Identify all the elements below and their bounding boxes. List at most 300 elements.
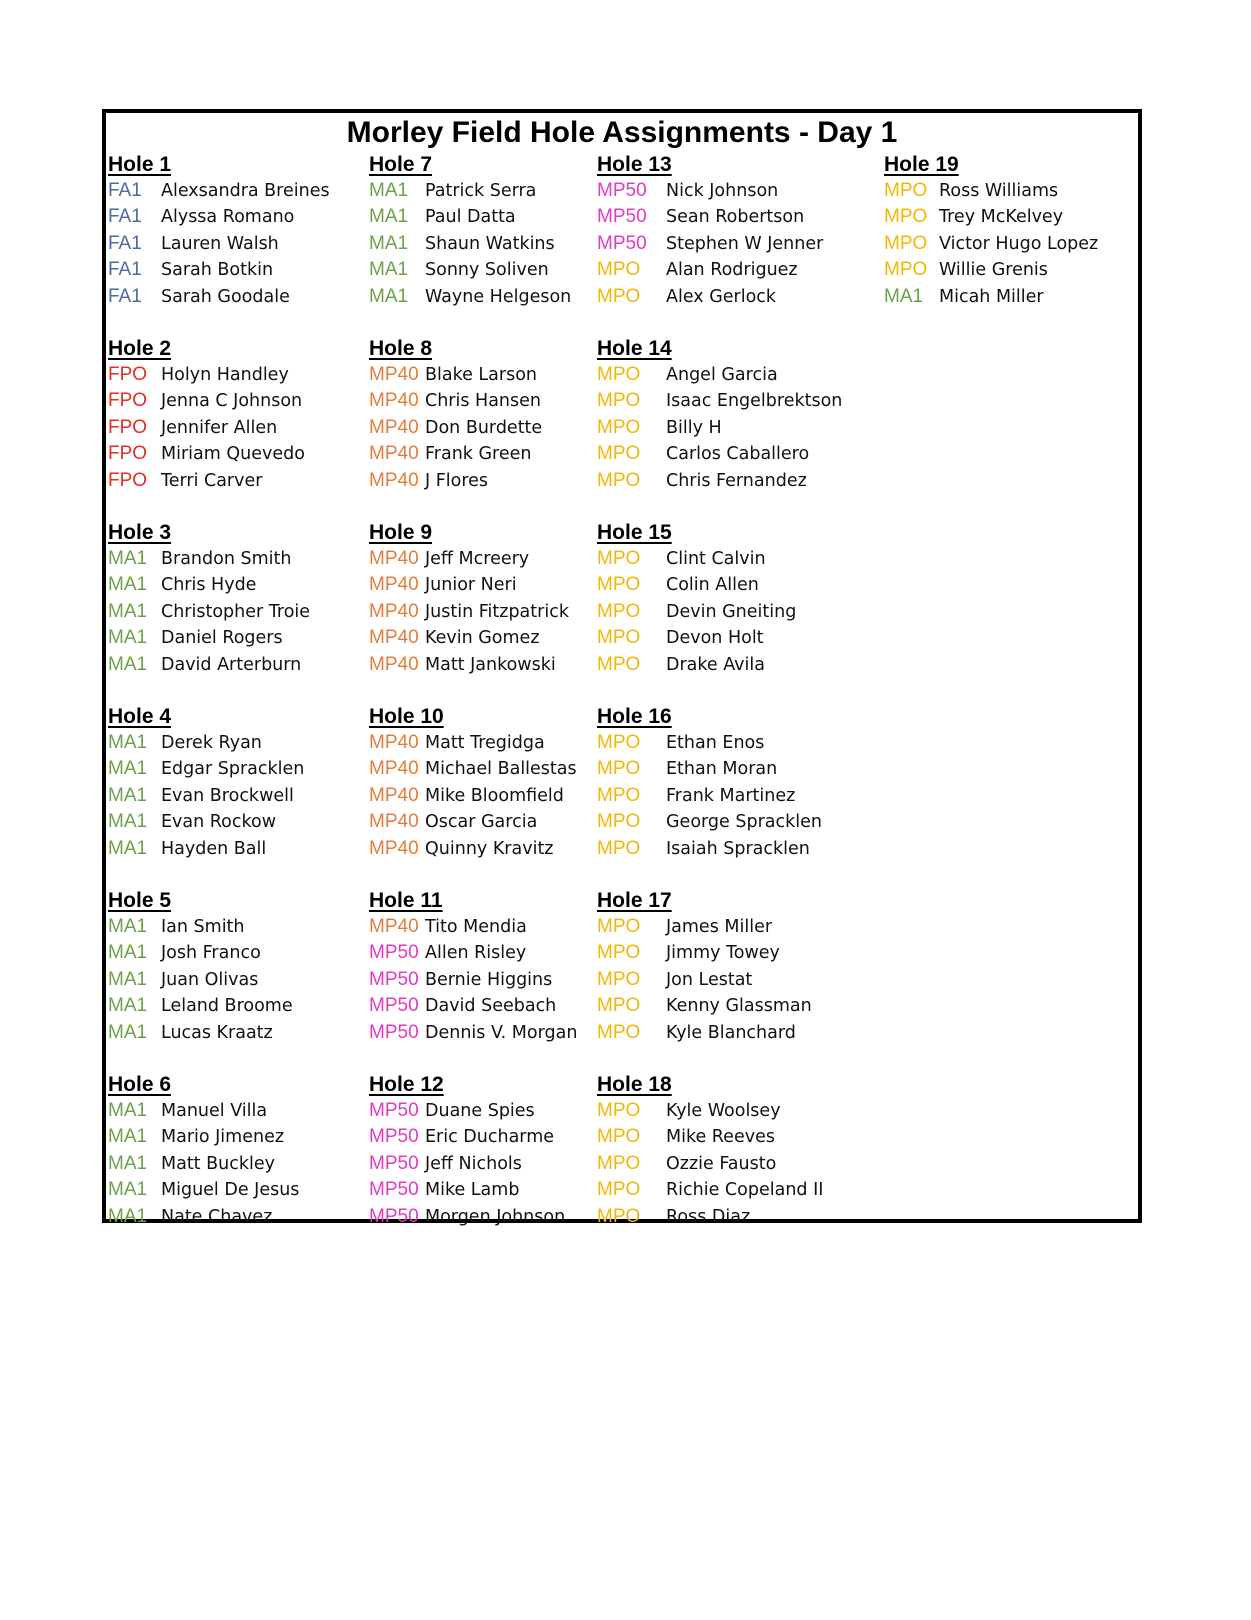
player-name: Alyssa Romano [161, 207, 295, 228]
division-code: MA1 [108, 916, 148, 937]
page-title: Morley Field Hole Assignments - Day 1 [346, 116, 898, 149]
hole-column-1 [108, 152, 330, 1256]
player-name: Juan Olivas [161, 969, 259, 990]
player-name: Bernie Higgins [425, 969, 553, 990]
player-row [369, 231, 577, 257]
player-row [597, 1151, 842, 1177]
player-name: Evan Brockwell [161, 785, 294, 806]
player-row [369, 1020, 577, 1046]
player-row [597, 730, 842, 756]
hole-group [108, 520, 330, 704]
division-code: MA1 [108, 811, 148, 833]
assignment-sheet-frame [102, 109, 1142, 1227]
player-row [597, 993, 842, 1019]
player-name: Mario Jimenez [161, 1127, 285, 1148]
player-name: Sean Robertson [666, 207, 805, 228]
player-name: Ethan Enos [666, 733, 765, 753]
player-name: Josh Franco [161, 943, 261, 964]
hole-group [369, 888, 577, 1072]
player-name: Kevin Gomez [425, 628, 540, 649]
player-row [108, 231, 330, 257]
division-code: MPO [884, 180, 928, 201]
player-name: Nick Johnson [666, 181, 779, 201]
division-code: MP50 [369, 1126, 419, 1148]
division-code: MP40 [369, 548, 419, 569]
division-code: MPO [597, 942, 641, 964]
division-code: MPO [597, 653, 641, 675]
hole-title: Hole 12 [369, 1073, 444, 1096]
player-row [369, 468, 577, 494]
player-name: Matt Buckley [161, 1153, 275, 1174]
division-code: FPO [108, 390, 148, 412]
hole-title: Hole 10 [369, 705, 444, 728]
player-name: Lauren Walsh [161, 233, 279, 254]
player-name: Jennifer Allen [161, 417, 278, 438]
division-code: MA1 [108, 1100, 148, 1121]
player-row [108, 257, 330, 283]
division-code: MP40 [369, 758, 419, 780]
player-row [597, 940, 842, 966]
player-row [108, 625, 330, 651]
division-code: MA1 [369, 232, 409, 254]
player-row [108, 1177, 330, 1203]
hole-group [108, 152, 330, 336]
hole-title: Hole 7 [369, 153, 433, 176]
player-name: Wayne Helgeson [425, 286, 572, 307]
player-row [369, 783, 577, 809]
player-name: Kenny Glassman [666, 996, 812, 1017]
division-code: MP40 [369, 416, 419, 438]
division-code: MPO [597, 1205, 641, 1227]
player-row [597, 914, 842, 940]
player-row [108, 546, 330, 572]
hole-title: Hole 18 [597, 1073, 672, 1096]
player-name: Isaac Engelbrektson [666, 391, 843, 412]
division-code: MA1 [108, 1021, 148, 1043]
player-name: Eric Ducharme [425, 1127, 555, 1148]
player-row [369, 1204, 577, 1230]
division-code: MPO [597, 1021, 641, 1043]
division-code: MP40 [369, 916, 419, 937]
hole-group [597, 152, 842, 336]
division-code: MA1 [884, 285, 924, 307]
player-name: Victor Hugo Lopez [939, 233, 1099, 254]
division-code: MA1 [108, 732, 148, 753]
division-code: MP40 [369, 837, 419, 859]
division-code: MPO [597, 548, 641, 569]
hole-title: Hole 11 [369, 889, 443, 912]
player-row [369, 599, 577, 625]
player-name: Mike Lamb [425, 1180, 520, 1201]
player-row [369, 415, 577, 441]
player-row [597, 178, 842, 204]
player-name: Kyle Blanchard [666, 1022, 796, 1043]
division-code: MPO [884, 259, 928, 281]
player-name: Alan Rodriguez [666, 260, 798, 281]
player-name: Blake Larson [425, 365, 538, 385]
player-name: Jeff Nichols [425, 1153, 522, 1174]
hole-title: Hole 16 [597, 705, 672, 728]
player-row [369, 940, 577, 966]
player-name: Tito Mendia [425, 917, 527, 937]
hole-group [597, 888, 842, 1072]
player-row [369, 1098, 577, 1124]
player-row [369, 388, 577, 414]
player-row [108, 415, 330, 441]
player-name: Colin Allen [666, 575, 759, 596]
division-code: MP40 [369, 469, 419, 491]
player-name: Brandon Smith [161, 549, 292, 569]
division-code: MP50 [369, 1152, 419, 1174]
division-code: MPO [597, 811, 641, 833]
hole-title: Hole 19 [884, 153, 959, 176]
division-code: MA1 [108, 1205, 148, 1227]
hole-group [108, 704, 330, 888]
player-row [108, 1124, 330, 1150]
player-row [108, 967, 330, 993]
player-name: Matt Jankowski [425, 654, 556, 675]
division-code: MP50 [369, 1205, 419, 1227]
player-row [597, 783, 842, 809]
player-row [369, 284, 577, 310]
division-code: MA1 [108, 548, 148, 569]
player-name: Richie Copeland II [666, 1180, 824, 1201]
division-code: MA1 [369, 259, 409, 281]
division-code: MPO [884, 232, 928, 254]
player-row [108, 204, 330, 230]
division-code: MA1 [108, 627, 148, 649]
division-code: MA1 [108, 837, 148, 859]
player-row [369, 178, 577, 204]
player-row [108, 756, 330, 782]
division-code: FA1 [108, 285, 142, 307]
player-name: Justin Fitzpatrick [425, 601, 569, 622]
player-name: Drake Avila [666, 654, 765, 675]
player-name: David Seebach [425, 996, 557, 1017]
player-name: J Flores [425, 470, 489, 491]
player-name: Chris Hyde [161, 575, 257, 596]
division-code: MPO [597, 837, 641, 859]
division-code: MPO [597, 1152, 641, 1174]
player-row [597, 572, 842, 598]
player-row [884, 231, 1098, 257]
player-row [597, 1124, 842, 1150]
division-code: MA1 [369, 206, 409, 228]
player-row [597, 809, 842, 835]
player-row [369, 204, 577, 230]
player-row [108, 572, 330, 598]
hole-group [369, 336, 577, 520]
division-code: MP40 [369, 574, 419, 596]
hole-group [597, 520, 842, 704]
division-code: MP40 [369, 390, 419, 412]
hole-column-2 [369, 152, 577, 1256]
player-name: Stephen W Jenner [666, 233, 824, 254]
division-code: FA1 [108, 259, 142, 281]
division-code: MPO [597, 443, 641, 465]
player-row [369, 993, 577, 1019]
player-row [597, 625, 842, 651]
hole-title: Hole 1 [108, 153, 172, 176]
hole-group [597, 704, 842, 888]
player-row [108, 730, 330, 756]
player-row [597, 284, 842, 310]
division-code: MPO [597, 995, 641, 1017]
hole-column-4 [884, 152, 1098, 336]
player-name: Chris Hansen [425, 391, 541, 412]
hole-group [369, 152, 577, 336]
hole-group [108, 1072, 330, 1256]
player-row [108, 940, 330, 966]
player-name: Devin Gneiting [666, 601, 797, 622]
hole-column-3 [597, 152, 842, 1256]
division-code: MP40 [369, 811, 419, 833]
player-row [108, 284, 330, 310]
player-row [108, 599, 330, 625]
player-row [369, 836, 577, 862]
player-row [597, 1098, 842, 1124]
player-row [597, 599, 842, 625]
hole-title: Hole 14 [597, 337, 672, 360]
division-code: MP40 [369, 732, 419, 753]
division-code: MP40 [369, 784, 419, 806]
player-row [369, 441, 577, 467]
player-row [369, 809, 577, 835]
player-row [884, 257, 1098, 283]
player-name: Duane Spies [425, 1101, 535, 1121]
player-name: Nate Chavez [161, 1206, 273, 1227]
division-code: MA1 [108, 653, 148, 675]
player-row [597, 756, 842, 782]
player-name: Lucas Kraatz [161, 1022, 273, 1043]
hole-group [369, 1072, 577, 1256]
division-code: MA1 [108, 574, 148, 596]
division-code: MP50 [369, 1021, 419, 1043]
player-row [597, 1204, 842, 1230]
hole-title: Hole 17 [597, 889, 672, 912]
division-code: MP50 [369, 995, 419, 1017]
player-row [108, 1098, 330, 1124]
player-row [108, 783, 330, 809]
player-name: Chris Fernandez [666, 470, 807, 491]
division-code: FPO [108, 443, 148, 465]
division-code: MA1 [108, 1126, 148, 1148]
player-row [597, 967, 842, 993]
player-name: Clint Calvin [666, 549, 766, 569]
hole-title: Hole 3 [108, 521, 172, 544]
player-row [884, 284, 1098, 310]
division-code: MPO [884, 206, 928, 228]
player-row [369, 546, 577, 572]
player-name: Frank Martinez [666, 785, 796, 806]
division-code: MA1 [108, 942, 148, 964]
player-name: Ethan Moran [666, 759, 778, 780]
player-row [369, 1151, 577, 1177]
player-row [597, 204, 842, 230]
player-row [108, 1204, 330, 1230]
hole-group [597, 1072, 842, 1256]
hole-group [884, 152, 1098, 336]
player-name: Sonny Soliven [425, 260, 549, 281]
player-name: Dennis V. Morgan [425, 1022, 578, 1043]
hole-title: Hole 2 [108, 337, 172, 360]
division-code: FA1 [108, 180, 142, 201]
player-name: Jon Lestat [666, 969, 753, 990]
player-name: Holyn Handley [161, 365, 289, 385]
division-code: MP40 [369, 627, 419, 649]
division-code: MPO [597, 758, 641, 780]
player-name: Morgen Johnson [425, 1206, 566, 1227]
division-code: MPO [597, 1179, 641, 1201]
player-row [597, 836, 842, 862]
division-code: MP40 [369, 653, 419, 675]
division-code: MPO [597, 364, 641, 385]
player-name: Edgar Spracklen [161, 759, 305, 780]
player-name: Leland Broome [161, 996, 293, 1017]
player-row [369, 1124, 577, 1150]
player-name: Don Burdette [425, 417, 543, 438]
division-code: FPO [108, 469, 148, 491]
player-row [369, 756, 577, 782]
division-code: MA1 [369, 285, 409, 307]
division-code: MA1 [108, 784, 148, 806]
player-row [108, 993, 330, 1019]
player-name: Evan Rockow [161, 812, 277, 833]
player-name: Jimmy Towey [666, 943, 780, 964]
player-row [108, 468, 330, 494]
player-row [369, 914, 577, 940]
player-name: Jenna C Johnson [161, 391, 303, 412]
division-code: MPO [597, 416, 641, 438]
player-row [108, 1020, 330, 1046]
division-code: MP50 [369, 1179, 419, 1201]
player-row [884, 204, 1098, 230]
division-code: MPO [597, 627, 641, 649]
player-name: Oscar Garcia [425, 812, 538, 833]
player-name: Devon Holt [666, 628, 764, 649]
player-row [369, 967, 577, 993]
division-code: FA1 [108, 232, 142, 254]
player-name: Ross Williams [939, 181, 1059, 201]
division-code: MPO [597, 600, 641, 622]
player-name: Ross Diaz [666, 1206, 751, 1227]
division-code: MPO [597, 390, 641, 412]
hole-group [597, 336, 842, 520]
division-code: MPO [597, 285, 641, 307]
division-code: MP50 [597, 232, 647, 254]
player-row [108, 388, 330, 414]
division-code: MP50 [369, 1100, 419, 1121]
division-code: MPO [597, 1100, 641, 1121]
player-name: Manuel Villa [161, 1101, 268, 1121]
player-name: Michael Ballestas [425, 759, 577, 780]
player-name: David Arterburn [161, 654, 302, 675]
player-name: Sarah Goodale [161, 286, 290, 307]
player-row [369, 1177, 577, 1203]
hole-group [369, 704, 577, 888]
player-row [108, 836, 330, 862]
division-code: MA1 [108, 968, 148, 990]
division-code: MP40 [369, 600, 419, 622]
player-row [597, 415, 842, 441]
player-row [597, 468, 842, 494]
player-name: George Spracklen [666, 812, 822, 833]
division-code: MA1 [108, 1152, 148, 1174]
division-code: MPO [597, 916, 641, 937]
division-code: MP50 [369, 942, 419, 964]
player-name: Frank Green [425, 444, 532, 465]
player-name: Mike Reeves [666, 1127, 775, 1148]
player-name: Ozzie Fausto [666, 1153, 777, 1174]
player-name: Alexsandra Breines [161, 181, 330, 201]
division-code: MP50 [369, 968, 419, 990]
hole-group [369, 520, 577, 704]
player-row [597, 257, 842, 283]
player-name: Miguel De Jesus [161, 1180, 300, 1201]
player-row [108, 441, 330, 467]
player-row [369, 362, 577, 388]
player-row [597, 231, 842, 257]
hole-title: Hole 13 [597, 153, 672, 176]
player-row [597, 1177, 842, 1203]
player-name: Willie Grenis [939, 260, 1048, 281]
division-code: MPO [597, 968, 641, 990]
player-row [108, 652, 330, 678]
player-name: Miriam Quevedo [161, 444, 305, 465]
division-code: FPO [108, 364, 148, 385]
player-name: Patrick Serra [425, 181, 537, 201]
division-code: MPO [597, 732, 641, 753]
player-name: Isaiah Spracklen [666, 838, 810, 859]
player-name: Shaun Watkins [425, 233, 555, 254]
player-name: Jeff Mcreery [425, 549, 530, 569]
player-row [597, 441, 842, 467]
hole-title: Hole 4 [108, 705, 172, 728]
division-code: MPO [597, 259, 641, 281]
player-name: Christopher Troie [161, 601, 311, 622]
player-row [108, 362, 330, 388]
player-row [369, 730, 577, 756]
hole-title: Hole 8 [369, 337, 433, 360]
division-code: MPO [597, 1126, 641, 1148]
player-name: Junior Neri [425, 575, 517, 596]
player-name: Sarah Botkin [161, 260, 274, 281]
division-code: MP40 [369, 364, 419, 385]
player-row [108, 809, 330, 835]
player-row [108, 1151, 330, 1177]
division-code: MA1 [108, 600, 148, 622]
player-name: Carlos Caballero [666, 444, 810, 465]
division-code: MPO [597, 784, 641, 806]
player-row [884, 178, 1098, 204]
division-code: MP50 [597, 180, 647, 201]
player-name: Trey McKelvey [939, 207, 1064, 228]
player-name: Mike Bloomfield [425, 785, 564, 806]
player-name: Ian Smith [161, 917, 245, 937]
player-row [597, 388, 842, 414]
division-code: MP40 [369, 443, 419, 465]
player-name: Kyle Woolsey [666, 1101, 781, 1121]
player-name: Matt Tregidga [425, 733, 545, 753]
hole-title: Hole 9 [369, 521, 433, 544]
player-name: Hayden Ball [161, 838, 267, 859]
hole-group [108, 888, 330, 1072]
division-code: FA1 [108, 206, 142, 228]
player-row [597, 546, 842, 572]
player-name: Paul Datta [425, 207, 516, 228]
player-name: Micah Miller [939, 286, 1044, 307]
player-name: Derek Ryan [161, 733, 262, 753]
